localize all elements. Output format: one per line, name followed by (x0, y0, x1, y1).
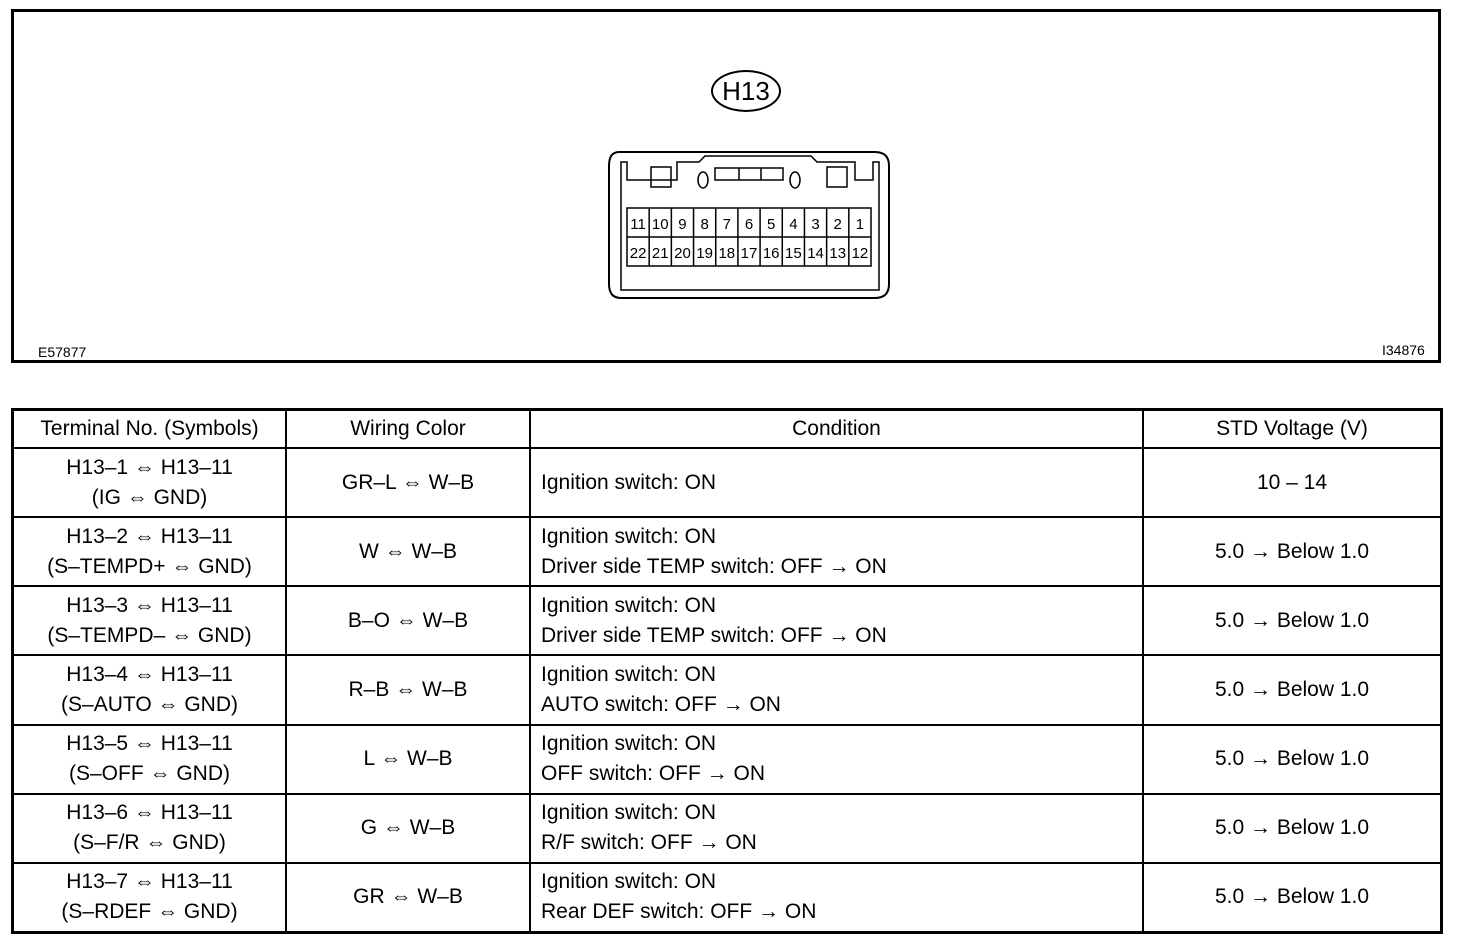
terminal-pair: H13–3 ⇔ H13–11 (66, 593, 233, 617)
pin-number: 7 (722, 216, 731, 233)
pin-number: 10 (651, 216, 669, 233)
header-condition: Condition (530, 410, 1143, 449)
std-voltage-cell: 5.0 → Below 1.0 (1143, 863, 1442, 933)
pin-number: 21 (651, 245, 669, 262)
condition-line-1: Ignition switch: ON (541, 801, 717, 825)
terminal-cell (13, 586, 287, 655)
std-voltage-cell: 10 – 14 (1143, 448, 1442, 517)
std-voltage-cell: 5.0 → Below 1.0 (1143, 655, 1442, 724)
terminal-symbols: (IG ⇔ GND) (91, 485, 208, 509)
key-hole-right (790, 172, 800, 188)
pin-number: 19 (696, 245, 713, 262)
condition-cell (530, 517, 1143, 586)
table-row (13, 586, 1442, 655)
terminal-cell (13, 655, 287, 724)
pin-number: 20 (674, 245, 691, 262)
condition-line-1: Ignition switch: ON (541, 732, 717, 756)
pin-number: 12 (851, 245, 869, 262)
pin-number: 22 (629, 245, 647, 262)
header-std-voltage: STD Voltage (V) (1143, 410, 1442, 449)
condition-cell (530, 863, 1143, 933)
header-wiring-color: Wiring Color (286, 410, 530, 449)
condition-line-1: Ignition switch: ON (541, 662, 717, 686)
terminal-pair: H13–7 ⇔ H13–11 (66, 870, 233, 894)
connector-face-diagram (605, 150, 895, 304)
figure-code-left: E57877 (38, 344, 87, 360)
connector-label (711, 70, 781, 112)
condition-cell (530, 794, 1143, 863)
std-voltage-cell: 5.0 → Below 1.0 (1143, 725, 1442, 794)
terminal-symbols: (S–OFF ⇔ GND) (69, 762, 230, 786)
terminal-cell (13, 794, 287, 863)
pin-number: 17 (740, 245, 758, 262)
terminal-symbols: (S–TEMPD+ ⇔ GND) (47, 554, 252, 578)
table-row (13, 863, 1442, 933)
condition-line-2: Driver side TEMP switch: OFF → ON (541, 623, 887, 647)
condition-cell (530, 586, 1143, 655)
terminal-cell (13, 725, 287, 794)
lock-slot-right (827, 167, 847, 187)
pin-number: 2 (833, 216, 842, 233)
terminal-symbols: (S–F/R ⇔ GND) (73, 831, 226, 855)
condition-line-2: R/F switch: OFF → ON (541, 831, 757, 855)
pin-number: 8 (700, 216, 709, 233)
condition-line-1: Ignition switch: ON (541, 593, 717, 617)
center-latch (715, 168, 783, 180)
std-voltage-cell: 5.0 → Below 1.0 (1143, 586, 1442, 655)
table-row (13, 517, 1442, 586)
condition-cell (530, 448, 1143, 517)
connector-label-text: H13 (722, 75, 770, 106)
terminal-pair: H13–1 ⇔ H13–11 (66, 455, 233, 479)
terminal-cell (13, 517, 287, 586)
std-voltage-cell: 5.0 → Below 1.0 (1143, 517, 1442, 586)
pin-number: 3 (811, 216, 820, 233)
condition-cell (530, 725, 1143, 794)
header-terminal: Terminal No. (Symbols) (13, 410, 287, 449)
wiring-color-cell: G ⇔ W–B (286, 794, 530, 863)
key-hole-left (698, 172, 708, 188)
terminal-symbols: (S–AUTO ⇔ GND) (61, 692, 238, 716)
terminal-symbols: (S–RDEF ⇔ GND) (61, 900, 238, 924)
wiring-color-cell: B–O ⇔ W–B (286, 586, 530, 655)
pin-number: 16 (762, 245, 780, 262)
pin-number: 13 (829, 245, 847, 262)
table-row (13, 794, 1442, 863)
wiring-color-cell: R–B ⇔ W–B (286, 655, 530, 724)
pin-number: 18 (718, 245, 736, 262)
std-voltage-cell: 5.0 → Below 1.0 (1143, 794, 1442, 863)
pin-number: 14 (807, 245, 824, 262)
condition-line-2: AUTO switch: OFF → ON (541, 692, 781, 716)
pin-number: 4 (789, 216, 798, 233)
pin-number: 5 (767, 216, 776, 233)
wiring-color-cell: GR–L ⇔ W–B (286, 448, 530, 517)
figure-code-right: I34876 (1382, 342, 1425, 358)
terminal-voltage-table (11, 408, 1443, 934)
lock-slot-left (651, 167, 671, 187)
condition-cell (530, 655, 1143, 724)
condition-line-1: Ignition switch: ON (541, 470, 717, 494)
table-row (13, 655, 1442, 724)
terminal-pair: H13–6 ⇔ H13–11 (66, 801, 233, 825)
pin-number: 11 (630, 216, 646, 233)
condition-line-2: Rear DEF switch: OFF → ON (541, 900, 817, 924)
terminal-pair: H13–4 ⇔ H13–11 (66, 662, 233, 686)
terminal-cell (13, 863, 287, 933)
condition-line-1: Ignition switch: ON (541, 870, 717, 894)
condition-line-2: Driver side TEMP switch: OFF → ON (541, 554, 887, 578)
terminal-cell (13, 448, 287, 517)
terminal-pair: H13–5 ⇔ H13–11 (66, 732, 233, 756)
wiring-color-cell: GR ⇔ W–B (286, 863, 530, 933)
pin-number: 15 (785, 245, 802, 262)
pin-number: 1 (855, 216, 865, 233)
table-row (13, 725, 1442, 794)
pin-number: 6 (744, 216, 754, 233)
table-header-row (13, 410, 1442, 449)
terminal-symbols: (S–TEMPD– ⇔ GND) (47, 623, 252, 647)
terminal-pair: H13–2 ⇔ H13–11 (66, 524, 233, 548)
pin-number: 9 (678, 216, 687, 233)
wiring-color-cell: L ⇔ W–B (286, 725, 530, 794)
table-row (13, 448, 1442, 517)
wiring-color-cell: W ⇔ W–B (286, 517, 530, 586)
condition-line-2: OFF switch: OFF → ON (541, 762, 765, 786)
condition-line-1: Ignition switch: ON (541, 524, 717, 548)
